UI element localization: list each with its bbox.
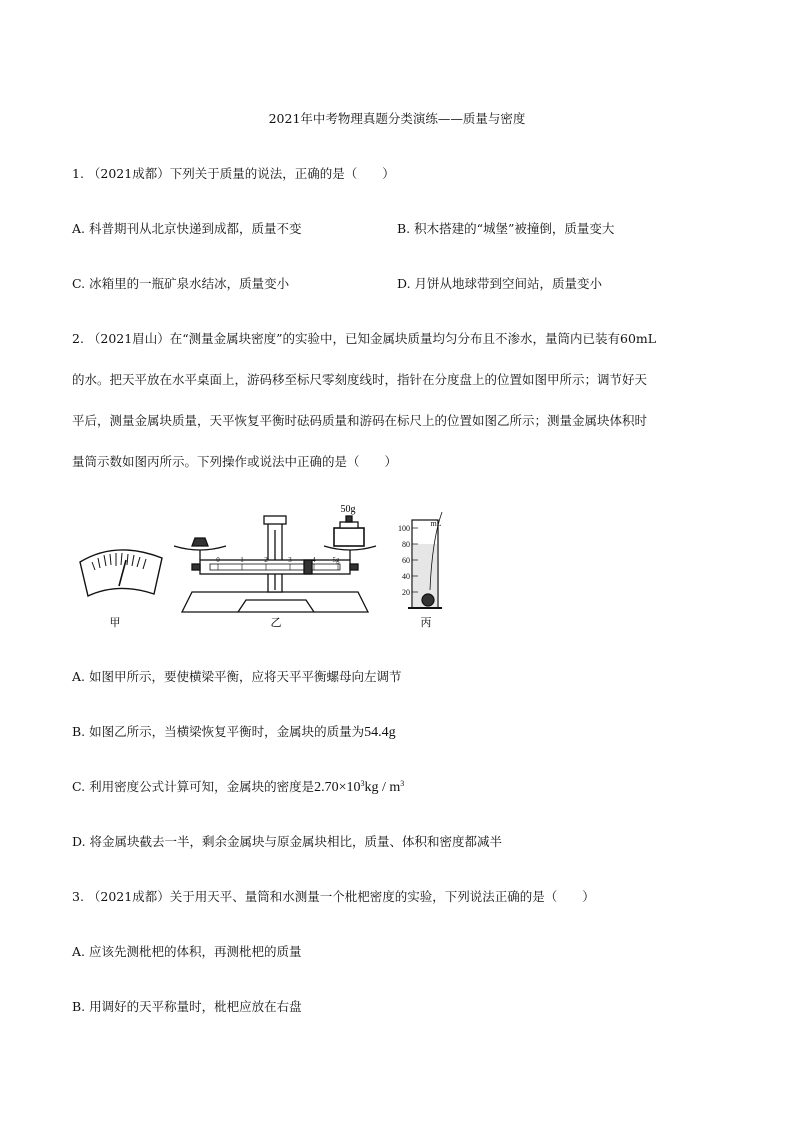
cylinder-tick-label: 100: [398, 524, 410, 533]
density-unit: kg / m: [364, 780, 401, 795]
ruler-tick-label: 0: [216, 556, 220, 564]
question-2-line-2: 的水。把天平放在水平桌面上，游码移至标尺零刻度线时，指针在分度盘上的位置如图甲所示；调节好天: [72, 372, 648, 387]
question-1-option-a: A. 科普期刊从北京快递到成都，质量不变: [72, 221, 302, 236]
balance-scale: [174, 516, 376, 612]
fig-label-jia: 甲: [109, 617, 121, 629]
question-2-option-c-text: C. 利用密度公式计算可知，金属块的密度是: [72, 779, 315, 794]
cylinder-tick-label: 80: [402, 540, 410, 549]
question-2-option-d: D. 将金属块截去一半，剩余金属块与原金属块相比，质量、体积和密度都减半: [72, 834, 503, 849]
density-value: [314, 780, 404, 795]
pointer-needle: [119, 560, 126, 586]
pointer-scale-dial: [80, 550, 162, 596]
weight-label: 50g: [340, 504, 356, 515]
question-3-option-b: B. 用调好的天平称量时，枇杷应放在右盘: [72, 999, 302, 1014]
question-1-stem: 1. （2021成都）下列关于质量的说法，正确的是（ ）: [72, 166, 395, 181]
ruler-tick-label: 5g: [332, 556, 340, 564]
question-1-option-b: B. 积木搭建的“城堡”被撞倒，质量变大: [397, 221, 615, 236]
question-2-line-4: 量筒示数如图丙所示。下列操作或说法中正确的是（ ）: [72, 454, 398, 469]
question-2-line-1: 2. （2021眉山）在“测量金属块密度”的实验中，已知金属块质量均匀分布且不渗水，量筒内已装有60mL: [72, 331, 657, 346]
ruler-tick-label: 1: [240, 556, 244, 564]
fig-label-bing: 丙: [420, 617, 432, 629]
question-2-option-b: [72, 722, 396, 741]
question-2-option-b-text: B. 如图乙所示，当横梁恢复平衡时，金属块的质量为: [72, 724, 365, 739]
question-1-option-c: C. 冰箱里的一瓶矿泉水结冰，质量变小: [72, 276, 290, 291]
question-3-stem: 3. （2021成都）关于用天平、量筒和水测量一个枇杷密度的实验，下列说法正确的是（ ）: [72, 889, 595, 904]
fig-label-yi: 乙: [270, 617, 282, 629]
ruler-tick-label: 3: [288, 556, 292, 564]
density-unit-exponent: 3: [400, 779, 405, 788]
density-exponent: 3: [360, 779, 365, 788]
question-2-line-3: 平后，测量金属块质量，天平恢复平衡时砝码质量和游码在标尺上的位置如图乙所示；测量金属块体积时: [72, 413, 648, 428]
page-title: 2021年中考物理真题分类演练——质量与密度: [268, 111, 526, 126]
cylinder-unit: mL: [430, 519, 442, 528]
cylinder-tick-label: 40: [402, 572, 410, 581]
question-2-option-a: A. 如图甲所示，要使横梁平衡，应将天平平衡螺母向左调节: [72, 669, 402, 684]
density-mantissa: 2.70×10: [314, 780, 361, 795]
balance-figure: [70, 500, 470, 640]
question-2-option-b-value: 54.4g: [364, 725, 396, 740]
question-1-option-d: D. 月饼从地球带到空间站，质量变小: [397, 276, 603, 291]
cylinder-tick-label: 20: [402, 588, 410, 597]
question-2-option-c: [72, 777, 404, 796]
cylinder-tick-label: 60: [402, 556, 410, 565]
question-3-option-a: A. 应该先测枇杷的体积，再测枇杷的质量: [72, 944, 302, 959]
ruler-tick-label: 4: [312, 556, 316, 564]
ruler-tick-label: 2: [264, 556, 268, 564]
